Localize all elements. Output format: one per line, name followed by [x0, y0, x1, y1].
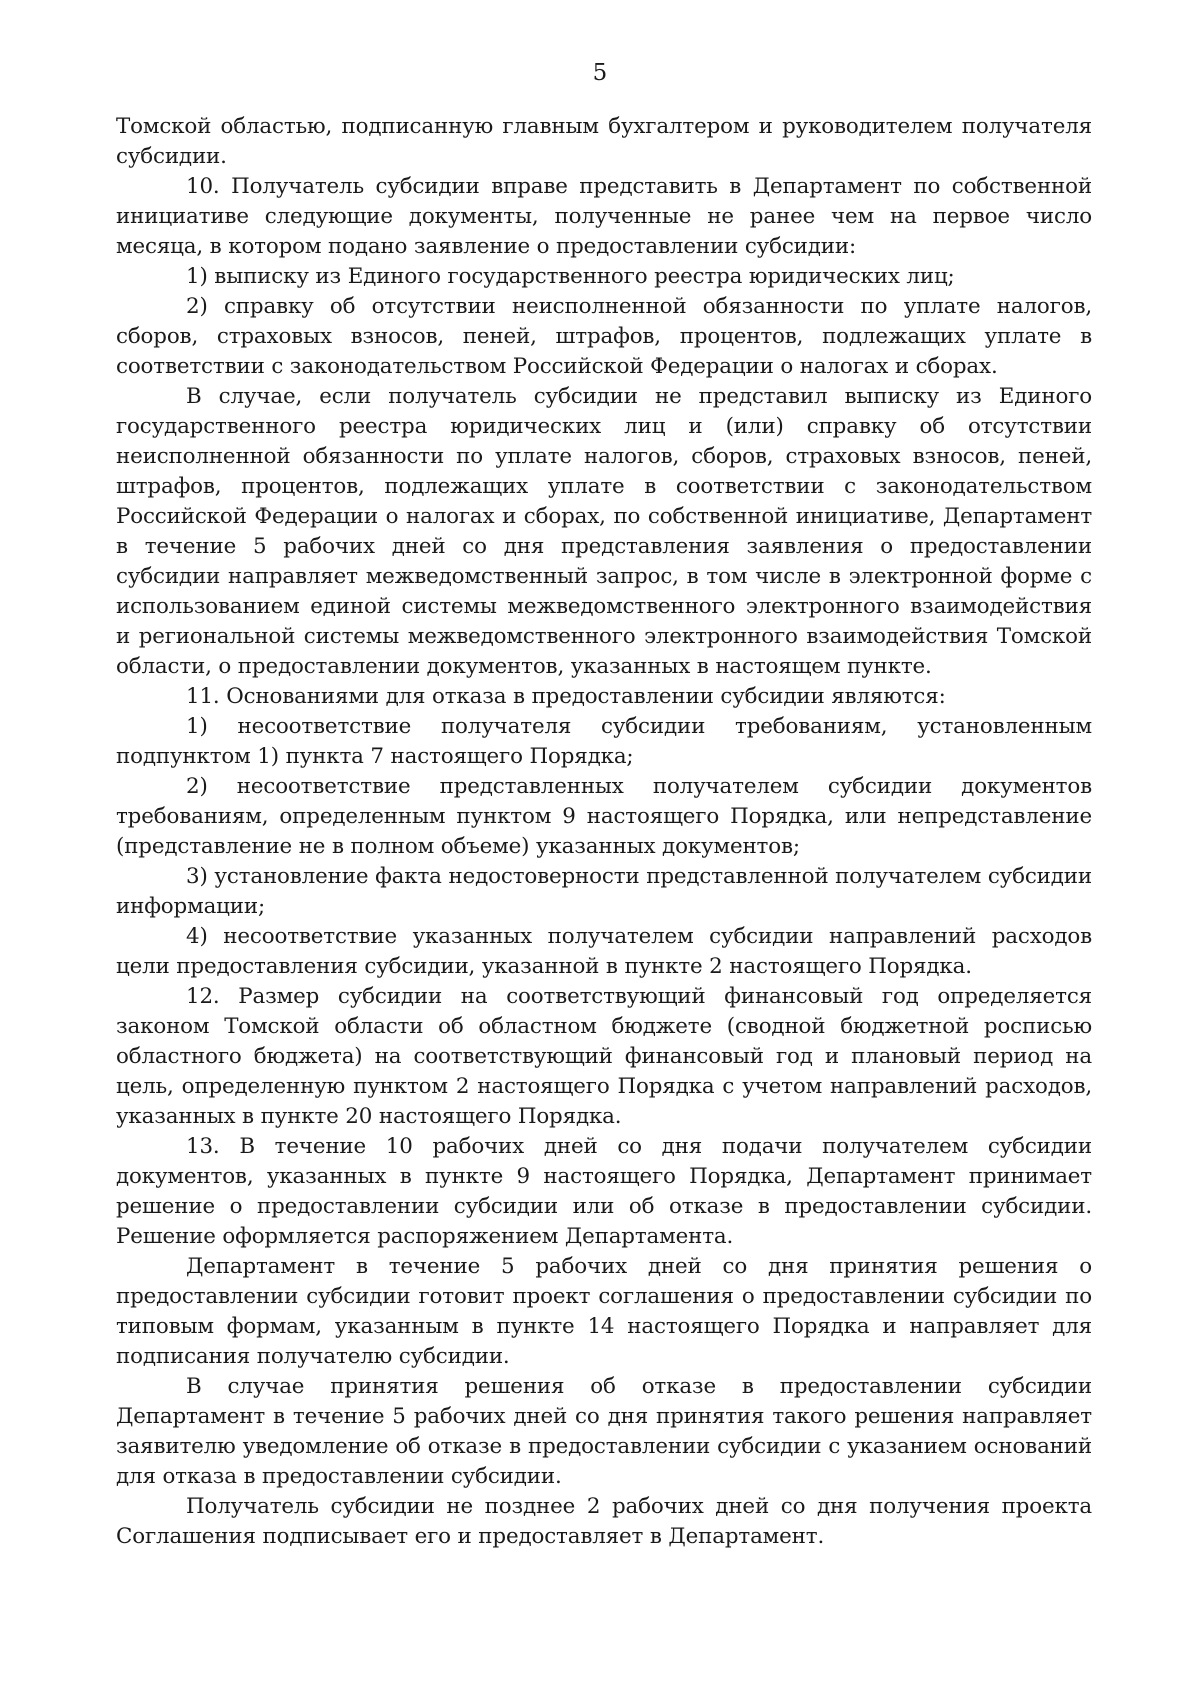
page-number: 5	[592, 60, 608, 86]
paragraph: 10. Получатель субсидии вправе представить в Департамент по собственной инициативе следующие документы, полученные не ранее чем на первое число месяца, в котором подано заявление о предоставлении субсидии:	[116, 174, 1092, 259]
paragraph: 2) несоответствие представленных получателем субсидии документов требованиям, определенным пунктом 9 настоящего Порядка, или непредставление (представление не в полном объеме) указанных документов;	[116, 774, 1092, 859]
paragraph: 12. Размер субсидии на соответствующий финансовый год определяется законом Томской области об областном бюджете (сводной бюджетной росписью областного бюджета) на соответствующий финансовый год и плановый период на цель, определенную пунктом 2 настоящего Порядка с учетом направлений расходов, указанных в пункте 20 настоящего Порядка.	[116, 984, 1092, 1129]
paragraph: 1) несоответствие получателя субсидии требованиям, установленным подпунктом 1) пункта 7 настоящего Порядка;	[116, 714, 1092, 769]
paragraph: 4) несоответствие указанных получателем субсидии направлений расходов цели предоставления субсидии, указанной в пункте 2 настоящего Порядка.	[116, 924, 1092, 979]
document-body	[116, 112, 1092, 1552]
paragraph: В случае, если получатель субсидии не представил выписку из Единого государственного реестра юридических лиц и (или) справку об отсутствии неисполненной обязанности по уплате налогов, сборов, страховых взносов, пеней, штрафов, процентов, подлежащих уплате в соответствии с законодательством Российской Федерации о налогах и сборах, по собственной инициативе, Департамент в течение 5 рабочих дней со дня представления заявления о предоставлении субсидии направляет межведомственный запрос, в том числе в электронной форме с использованием единой системы межведомственного электронного взаимодействия и региональной системы межведомственного электронного взаимодействия Томской области, о предоставлении документов, указанных в настоящем пункте.	[116, 384, 1092, 679]
paragraph: Департамент в течение 5 рабочих дней со дня принятия решения о предоставлении субсидии готовит проект соглашения о предоставлении субсидии по типовым формам, указанным в пункте 14 настоящего Порядка и направляет для подписания получателю субсидии.	[116, 1254, 1092, 1369]
paragraph: 2) справку об отсутствии неисполненной обязанности по уплате налогов, сборов, страховых взносов, пеней, штрафов, процентов, подлежащих уплате в соответствии с законодательством Российской Федерации о налогах и сборах.	[116, 294, 1092, 379]
paragraph: 1) выписку из Единого государственного реестра юридических лиц;	[186, 264, 955, 289]
paragraph: 11. Основаниями для отказа в предоставлении субсидии являются:	[186, 684, 946, 709]
paragraph: Томской областью, подписанную главным бухгалтером и руководителем получателя субсидии.	[116, 114, 1092, 169]
paragraph: Получатель субсидии не позднее 2 рабочих дней со дня получения проекта Соглашения подписывает его и предоставляет в Департамент.	[116, 1494, 1092, 1549]
paragraph: 13. В течение 10 рабочих дней со дня подачи получателем субсидии документов, указанных в пункте 9 настоящего Порядка, Департамент принимает решение о предоставлении субсидии или об отказе в предоставлении субсидии. Решение оформляется распоряжением Департамента.	[116, 1134, 1092, 1249]
paragraph: В случае принятия решения об отказе в предоставлении субсидии Департамент в течение 5 рабочих дней со дня принятия такого решения направляет заявителю уведомление об отказе в предоставлении субсидии с указанием оснований для отказа в предоставлении субсидии.	[116, 1374, 1092, 1489]
paragraph: 3) установление факта недостоверности представленной получателем субсидии информации;	[116, 864, 1092, 919]
